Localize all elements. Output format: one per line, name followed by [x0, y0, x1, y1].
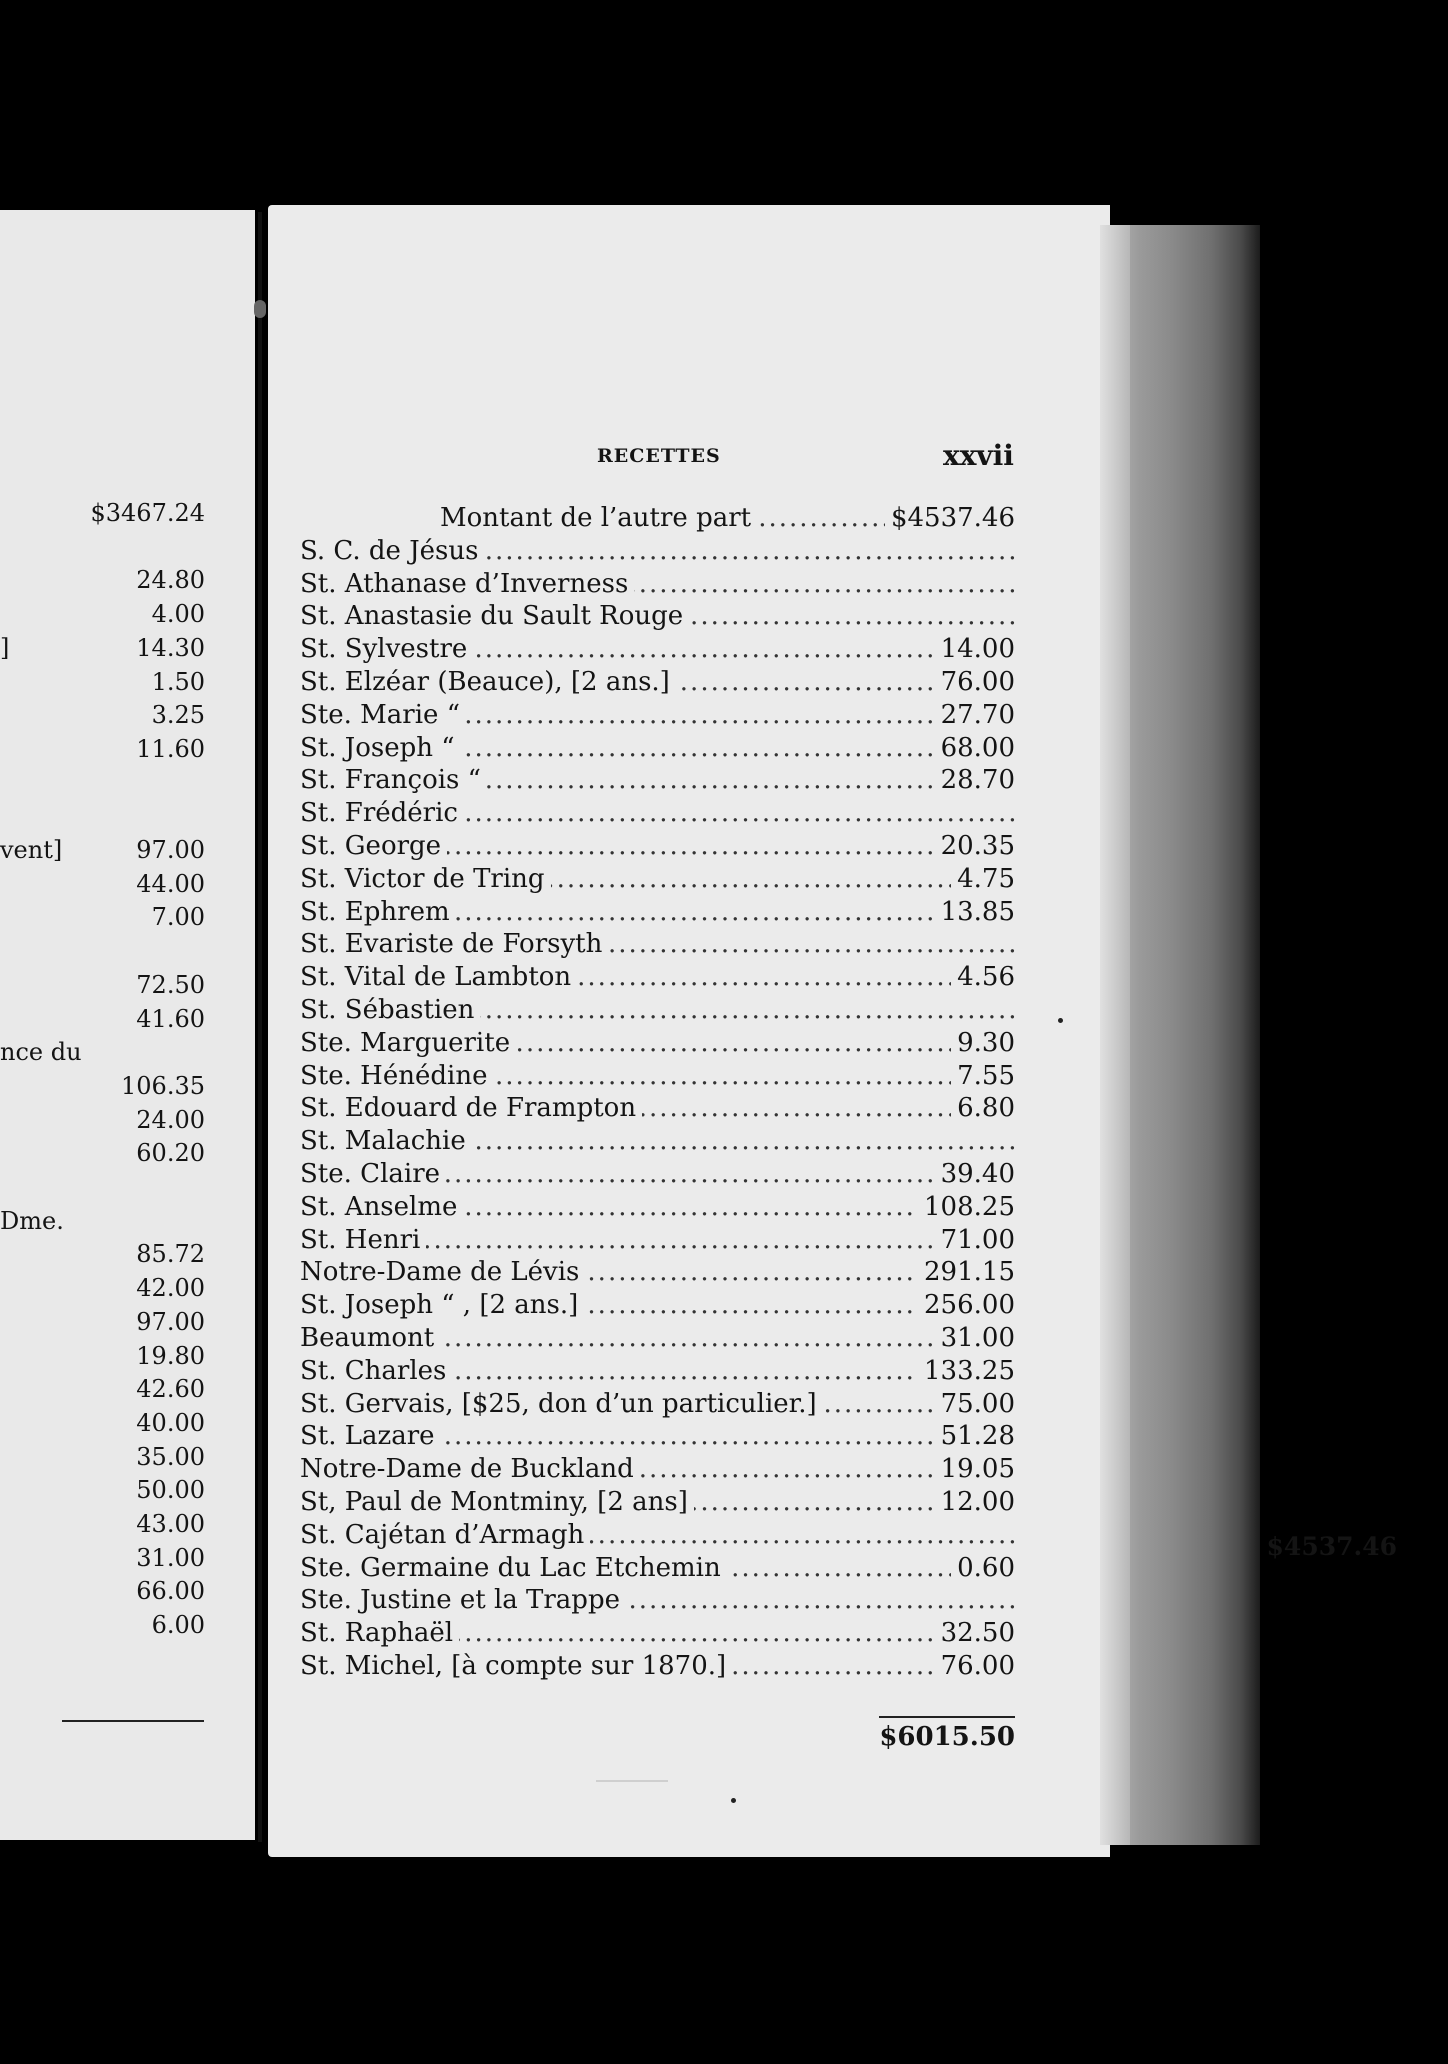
page-number: xxvii [943, 439, 1014, 472]
left-row-text: ] [0, 633, 10, 662]
left-page-row [0, 1507, 205, 1541]
parish-name: St. François “ [300, 765, 487, 795]
parish-entry [300, 863, 1015, 896]
left-row-value: 40.00 [132, 1406, 205, 1440]
ink-dot [731, 1798, 736, 1803]
parish-amount: 76.00 [935, 666, 1015, 699]
parish-amount: 39.40 [935, 1158, 1015, 1191]
parish-entry [300, 830, 1015, 863]
parish-entry [300, 699, 1015, 732]
parish-entry [300, 928, 1015, 961]
parish-name: St. Henri [300, 1225, 426, 1255]
parish-entry [300, 1060, 1015, 1093]
left-page-fragment [0, 210, 255, 1840]
left-row-value: 7.00 [148, 900, 205, 934]
carry-forward-row [300, 502, 1015, 535]
parish-amount: 108.25 [918, 1191, 1015, 1224]
left-page-row [0, 867, 205, 901]
parish-amount: 6.80 [951, 1092, 1015, 1125]
book-spine [258, 212, 262, 1842]
parish-amount: 4.56 [951, 961, 1015, 994]
parish-entry [300, 666, 1015, 699]
left-row-value: 72.50 [132, 968, 205, 1002]
parish-amount: 27.70 [935, 699, 1015, 732]
parish-entry [300, 1125, 1015, 1158]
parish-amount: 31.00 [935, 1322, 1015, 1355]
left-row-value: 44.00 [132, 867, 205, 901]
left-page-row [0, 496, 205, 530]
parish-name: Ste. Marguerite [300, 1028, 516, 1058]
parish-entry [300, 961, 1015, 994]
parish-name: St. Elzéar (Beauce), [2 ans.] [300, 667, 676, 697]
left-row-value: 41.60 [132, 1002, 205, 1036]
parish-entry [300, 535, 1015, 568]
parish-entry [300, 1191, 1015, 1224]
parish-name: St. Edouard de Frampton [300, 1093, 642, 1123]
left-page-row [0, 1069, 205, 1103]
parish-name: Ste. Germaine du Lac Etchemin [300, 1553, 727, 1583]
parish-name: St. Charles [300, 1356, 452, 1386]
parish-amount: 20.35 [935, 830, 1015, 863]
parish-entry [300, 633, 1015, 666]
left-row-value: 35.00 [132, 1440, 205, 1474]
left-page-row [0, 1541, 205, 1575]
parish-name: St. George [300, 831, 447, 861]
parish-entry [300, 1617, 1015, 1650]
left-page-row [0, 1136, 205, 1170]
parish-entry [300, 797, 1015, 830]
left-page-row [0, 1204, 205, 1238]
parish-amount: 133.25 [918, 1355, 1015, 1388]
parish-name: St. Cajétan d’Armagh [300, 1520, 590, 1550]
left-page-row [0, 1035, 205, 1069]
left-page-row [0, 563, 205, 597]
left-page-total: $4537.46 [1266, 1532, 1397, 1561]
parish-entry [300, 1322, 1015, 1355]
parish-entry [300, 600, 1015, 633]
parish-amount: 68.00 [935, 732, 1015, 765]
left-page-row [0, 698, 205, 732]
parish-entry [300, 764, 1015, 797]
parish-entry [300, 568, 1015, 601]
carry-forward-label: Montant de l’autre part [300, 503, 757, 533]
parish-name: St. Malachie [300, 1126, 472, 1156]
parish-amount: 75.00 [935, 1388, 1015, 1421]
decorative-rule [596, 1780, 668, 1782]
parish-amount: 4.75 [951, 863, 1015, 896]
left-page-row [0, 1473, 205, 1507]
parish-entry [300, 1355, 1015, 1388]
left-page-row [0, 1103, 205, 1137]
left-row-value: 3.25 [148, 698, 205, 732]
left-row-value: 31.00 [132, 1541, 205, 1575]
left-page-row [0, 1574, 205, 1608]
parish-entry [300, 1453, 1015, 1486]
parish-name: Notre-Dame de Buckland [300, 1454, 640, 1484]
parish-entry [300, 1388, 1015, 1421]
left-row-value: 1.50 [148, 665, 205, 699]
receipts-list [300, 502, 1015, 1683]
parish-entry [300, 1092, 1015, 1125]
parish-entry [300, 1486, 1015, 1519]
parish-name: St. Anselme [300, 1192, 463, 1222]
parish-entry [300, 896, 1015, 929]
parish-entry [300, 994, 1015, 1027]
page-edges-inner [1100, 225, 1130, 1845]
left-page-row [0, 1440, 205, 1474]
left-page-row [0, 1339, 205, 1373]
parish-name: St. Lazare [300, 1421, 441, 1451]
left-row-value: 4.00 [148, 597, 205, 631]
left-page-row [0, 1305, 205, 1339]
spine-mark [254, 300, 266, 318]
left-page-row [0, 968, 205, 1002]
parish-name: Ste. Claire [300, 1159, 446, 1189]
left-row-value: 60.20 [132, 1136, 205, 1170]
parish-amount: 256.00 [918, 1289, 1015, 1322]
left-page-row [0, 597, 205, 631]
left-page-row [0, 1237, 205, 1271]
parish-amount: 71.00 [935, 1224, 1015, 1257]
left-row-value: 43.00 [132, 1507, 205, 1541]
left-row-value: 85.72 [132, 1237, 205, 1271]
parish-amount: 12.00 [935, 1486, 1015, 1519]
parish-entry [300, 1519, 1015, 1552]
parish-name: Notre-Dame de Lévis [300, 1257, 585, 1287]
parish-name: St. Frédéric [300, 798, 464, 828]
parish-entry [300, 732, 1015, 765]
left-row-text: Dme. [0, 1206, 64, 1235]
parish-amount: 32.50 [935, 1617, 1015, 1650]
left-row-value: 24.80 [132, 563, 205, 597]
left-row-value: 97.00 [132, 1305, 205, 1339]
parish-name: St. Ephrem [300, 897, 456, 927]
parish-amount: 19.05 [935, 1453, 1015, 1486]
parish-name: St. Evariste de Forsyth [300, 929, 608, 959]
parish-name: Ste. Marie “ [300, 700, 466, 730]
parish-entry [300, 1224, 1015, 1257]
left-row-value: 14.30 [132, 631, 205, 665]
left-row-value: 6.00 [148, 1608, 205, 1642]
left-row-value: $3467.24 [86, 496, 205, 530]
total-rule [879, 1716, 1015, 1718]
parish-name: St. Sébastien [300, 995, 480, 1025]
receipts-total: $6015.50 [879, 1722, 1015, 1752]
parish-entry [300, 1256, 1015, 1289]
left-page-row [0, 1271, 205, 1305]
parish-entry [300, 1027, 1015, 1060]
left-row-value: 42.00 [132, 1271, 205, 1305]
parish-entry [300, 1552, 1015, 1585]
left-row-text: vent] [0, 836, 63, 864]
parish-name: S. C. de Jésus [300, 536, 484, 566]
left-row-value: 19.80 [132, 1339, 205, 1373]
parish-name: Ste. Hénédine [300, 1061, 493, 1091]
left-page-row [0, 833, 205, 867]
left-row-value: 42.60 [132, 1372, 205, 1406]
left-row-value: 24.00 [132, 1103, 205, 1137]
parish-name: St. Michel, [à compte sur 1870.] [300, 1651, 732, 1681]
left-row-text: nce du [0, 1038, 82, 1067]
carry-forward-amount: $4537.46 [885, 502, 1015, 535]
left-page-row [0, 900, 205, 934]
parish-entry [300, 1584, 1015, 1617]
parish-amount: 14.00 [935, 633, 1015, 666]
left-page-row [0, 732, 205, 766]
parish-entry [300, 1289, 1015, 1322]
parish-name: St, Paul de Montminy, [2 ans] [300, 1487, 694, 1517]
left-page-row [0, 1372, 205, 1406]
parish-name: St. Joseph “ [300, 733, 461, 763]
parish-name: St. Gervais, [$25, don d’un particulier.] [300, 1389, 823, 1419]
left-row-value: 11.60 [132, 732, 205, 766]
parish-amount: 76.00 [935, 1650, 1015, 1683]
parish-name: Beaumont [300, 1323, 440, 1353]
ink-dot-edge [1058, 1018, 1063, 1023]
parish-entry [300, 1158, 1015, 1191]
page-title: RECETTES [597, 445, 721, 467]
parish-amount: 51.28 [935, 1420, 1015, 1453]
parish-name: Ste. Justine et la Trappe [300, 1585, 626, 1615]
left-page-row [0, 665, 205, 699]
parish-name: St. Raphaël [300, 1618, 459, 1648]
parish-amount: 7.55 [951, 1060, 1015, 1093]
parish-name: St. Vital de Lambton [300, 962, 577, 992]
parish-name: St. Sylvestre [300, 634, 473, 664]
parish-name: St. Anastasie du Sault Rouge [300, 601, 689, 631]
left-page-row [0, 1406, 205, 1440]
parish-name: St. Victor de Tring [300, 864, 551, 894]
parish-name: St. Athanase d’Inverness [300, 569, 634, 599]
parish-amount: 0.60 [951, 1552, 1015, 1585]
parish-amount: 291.15 [918, 1256, 1015, 1289]
left-total-rule [62, 1720, 204, 1722]
parish-amount: 28.70 [935, 764, 1015, 797]
parish-entry [300, 1650, 1015, 1683]
parish-amount: 13.85 [935, 896, 1015, 929]
parish-entry [300, 1420, 1015, 1453]
left-row-value: 50.00 [132, 1473, 205, 1507]
parish-amount: 9.30 [951, 1027, 1015, 1060]
parish-name: St. Joseph “ , [2 ans.] [300, 1290, 584, 1320]
parish-entries [300, 535, 1015, 1683]
left-row-value: 97.00 [132, 833, 205, 867]
left-row-value: 106.35 [117, 1069, 205, 1103]
left-page-row [0, 1608, 205, 1642]
left-page-row [0, 1002, 205, 1036]
left-row-value: 66.00 [132, 1574, 205, 1608]
left-page-row [0, 631, 205, 665]
